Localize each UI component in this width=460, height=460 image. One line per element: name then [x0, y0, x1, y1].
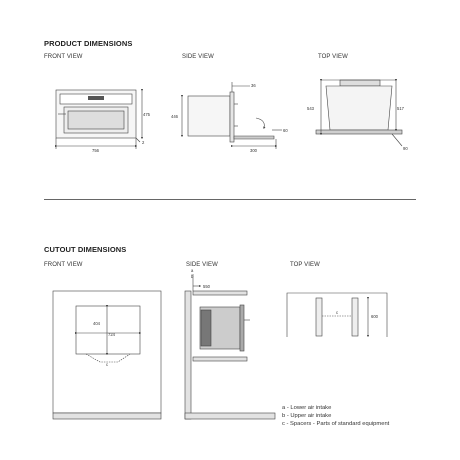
cutout-front-view-drawing [53, 291, 161, 419]
product-dimensions-heading: PRODUCT DIMENSIONS [44, 39, 133, 48]
front-height-dim: 475 [143, 112, 150, 117]
cutout-spacer-c-dim: c [106, 362, 109, 367]
top-right-dim: 517 [397, 106, 404, 111]
front-width-dim: 756 [92, 148, 99, 153]
side-bottom-dim: 300 [250, 148, 257, 153]
product-side-view-label: SIDE VIEW [182, 54, 214, 60]
cutout-side-view-drawing [185, 274, 275, 419]
product-top-view-drawing [316, 80, 402, 146]
cutout-side-b-dim: b [191, 274, 194, 279]
cutout-top-depth-dim: 600 [371, 314, 378, 319]
cutout-front-view-label: FRONT VIEW [44, 262, 83, 268]
product-front-view-drawing [56, 90, 142, 149]
cutout-top-c-dim: c [336, 310, 339, 315]
cutout-side-a-dim: a [191, 268, 194, 273]
product-front-view-label: FRONT VIEW [44, 54, 83, 60]
legend-item-b: b - Upper air intake [282, 413, 332, 420]
top-left-dim: 543 [307, 106, 314, 111]
side-depth-dim: 446 [171, 114, 178, 119]
legend-item-a: a - Lower air intake [282, 405, 332, 411]
product-side-view-drawing [182, 82, 282, 149]
cutout-top-view-label: TOP VIEW [290, 262, 320, 268]
legend [282, 404, 389, 429]
front-small-dim: 2 [142, 140, 145, 145]
product-top-view-label: TOP VIEW [318, 54, 348, 60]
cutout-side-top-dim: 550 [203, 284, 210, 289]
cutout-opening-height-dim: 404 [93, 321, 100, 326]
cutout-dimensions-heading: CUTOUT DIMENSIONS [44, 245, 127, 254]
top-bottom-dim: 90 [403, 146, 408, 151]
legend-item-c: c - Spacers - Parts of standard equipment [282, 421, 390, 428]
cutout-opening-width-dim: 724 [108, 332, 115, 337]
side-door-dim: 60 [283, 128, 288, 133]
cutout-side-view-label: SIDE VIEW [186, 262, 218, 268]
side-top-dim: 36 [251, 83, 256, 88]
